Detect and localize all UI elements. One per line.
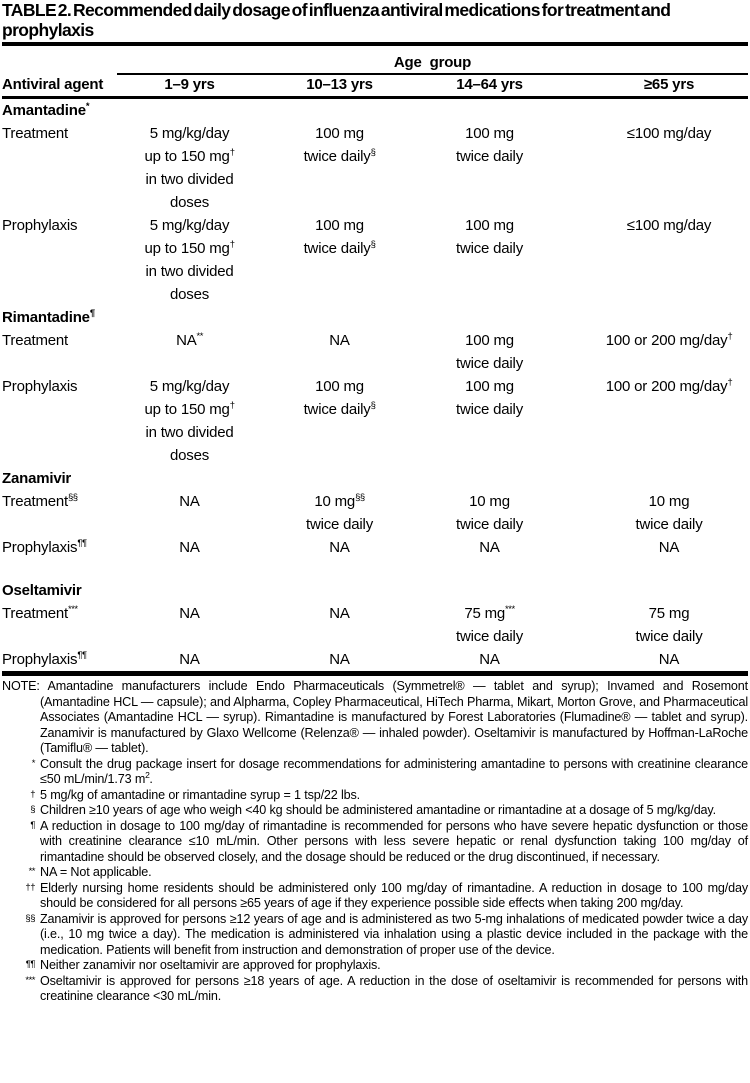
dosage-cell	[117, 329, 262, 375]
dosage-cell	[562, 122, 748, 214]
footnote-text: Zanamivir is approved for persons ≥12 years of age and is administered as two 5-mg inhalations of medicated powder twice a day (i.e., 10 mg twice a day). The medication is administered via inhalation using a plastic device included in the package with the medication. Patients will benefit from instruction and demonstration of proper use of the device.	[40, 911, 748, 957]
dosage-line: twice daily	[635, 516, 703, 533]
footnote-text: Oseltamivir is approved for persons ≥18 years of age. A reduction in the dose of oseltamivir is recommended for persons with creatinine clearance <30 mL/min.	[40, 973, 748, 1003]
footnote-marker: ††	[25, 881, 35, 893]
dosage-line: 5 mg/kg/day	[149, 125, 230, 142]
dosage-table	[2, 46, 748, 671]
dosage-line: in two divided	[145, 424, 234, 441]
row-label: Prophylaxis¶¶	[2, 650, 87, 668]
drug-name: Amantadine*	[2, 101, 90, 119]
dosage-line: NA	[329, 539, 350, 556]
dosage-line: twice daily	[306, 516, 373, 533]
dosage-line: doses	[169, 194, 210, 211]
dosage-cell	[562, 602, 748, 648]
row-label: Prophylaxis¶¶	[2, 538, 87, 556]
dosage-cell	[262, 214, 417, 306]
dosage-line: 5 mg/kg/day	[149, 378, 230, 395]
drug-section-row	[2, 306, 748, 329]
dosage-line: twice daily	[456, 355, 523, 372]
dosage-line: 10 mg	[469, 493, 510, 510]
row-label: Treatment	[2, 125, 69, 142]
dosage-line: NA	[179, 605, 200, 622]
footnote	[2, 757, 748, 788]
dosage-cell	[562, 329, 748, 375]
dosage-row	[2, 536, 748, 559]
drug-section-row	[2, 98, 748, 123]
dosage-cell	[562, 536, 748, 559]
column-header-10-13-yrs: 10–13 yrs	[262, 74, 417, 98]
header-corner-cell	[2, 46, 117, 74]
dosage-row	[2, 490, 748, 536]
dosage-cell	[117, 536, 262, 559]
dosage-cell	[417, 648, 562, 671]
dosage-cell	[262, 536, 417, 559]
dosage-cell	[417, 490, 562, 536]
dosage-line: NA	[329, 651, 350, 668]
dosage-line: twice daily§	[303, 147, 376, 165]
footnote	[2, 881, 748, 912]
dosage-cell	[262, 329, 417, 375]
drug-name: Oseltamivir	[2, 582, 82, 599]
dosage-line: NA	[329, 605, 350, 622]
row-label: Prophylaxis	[2, 217, 78, 234]
dosage-line: NA	[179, 651, 200, 668]
footnote	[2, 803, 748, 819]
dosage-line: 100 mg	[465, 332, 514, 349]
dosage-line: NA	[179, 493, 200, 510]
dosage-line: twice daily	[456, 516, 523, 533]
dosage-line: NA	[479, 539, 500, 556]
row-label: Treatment***	[2, 604, 78, 622]
dosage-cell	[562, 648, 748, 671]
dosage-line: doses	[169, 447, 210, 464]
dosage-line: 75 mg***	[464, 604, 515, 622]
column-header-antiviral-agent: Antiviral agent	[2, 74, 117, 98]
dosage-cell	[117, 602, 262, 648]
dosage-cell	[117, 648, 262, 671]
dosage-cell	[562, 214, 748, 306]
dosage-line: twice daily	[456, 401, 523, 418]
dosage-row	[2, 602, 748, 648]
footnote-marker: ¶¶	[25, 959, 35, 970]
table-bottom-rule	[2, 671, 748, 676]
dosage-row	[2, 648, 748, 671]
footnote-text: NA = Not applicable.	[40, 865, 152, 879]
dosage-line: NA	[658, 539, 680, 556]
footnote	[2, 788, 748, 804]
footnote-marker: **	[28, 866, 35, 877]
dosage-line: up to 150 mg†	[144, 147, 235, 165]
drug-section-row	[2, 467, 748, 490]
dosage-cell	[562, 490, 748, 536]
dosage-line: in two divided	[145, 263, 234, 280]
notes-section	[2, 679, 748, 1005]
dosage-line: 100 mg	[465, 217, 514, 234]
dosage-line: 10 mg§§	[314, 492, 365, 510]
footnote-marker: ***	[25, 974, 35, 986]
dosage-table-body	[2, 98, 748, 672]
dosage-line: twice daily	[635, 628, 703, 645]
footnote-marker: †	[30, 788, 35, 800]
drug-name: Rimantadine¶	[2, 308, 95, 326]
dosage-line: twice daily	[456, 148, 523, 165]
row-label: Prophylaxis	[2, 378, 78, 395]
footnote	[2, 865, 748, 881]
dosage-line: twice daily§	[303, 239, 376, 257]
dosage-line: NA	[179, 539, 200, 556]
footnote-marker: ¶	[30, 819, 35, 831]
column-header-1-9-yrs: 1–9 yrs	[117, 74, 262, 98]
drug-name: Zanamivir	[2, 470, 72, 487]
dosage-line: twice daily§	[303, 400, 376, 418]
dosage-cell	[417, 122, 562, 214]
dosage-line: ≤100 mg/day	[626, 125, 712, 142]
dosage-line: 100 mg	[315, 125, 364, 142]
dosage-cell	[417, 602, 562, 648]
drug-section-row	[2, 579, 748, 602]
dosage-line: 100 or 200 mg/day†	[605, 377, 733, 395]
dosage-cell	[117, 375, 262, 467]
dosage-line: twice daily	[456, 240, 523, 257]
dosage-line: in two divided	[145, 171, 234, 188]
dosage-line: NA	[658, 651, 680, 668]
dosage-line: 75 mg	[648, 605, 690, 622]
dosage-line: up to 150 mg†	[144, 400, 235, 418]
dosage-line: ≤100 mg/day	[626, 217, 712, 234]
dosage-row	[2, 375, 748, 467]
dosage-line: 100 mg	[465, 378, 514, 395]
dosage-row	[2, 329, 748, 375]
dosage-cell	[262, 648, 417, 671]
footnote	[2, 912, 748, 959]
column-header-row	[2, 74, 748, 98]
footnote	[2, 819, 748, 866]
age-group-row	[2, 46, 748, 74]
footnote-text: Children ≥10 years of age who weigh <40 kg should be administered amantadine or rimantadine at a dosage of 5 mg/kg/day.	[40, 803, 716, 817]
footnote	[2, 974, 748, 1005]
table-title: TABLE 2. Recommended daily dosage of influenza antiviral medications for treatment and prophylaxis	[2, 0, 671, 40]
footnote-marker: *	[31, 757, 35, 769]
section-spacer-cell	[2, 559, 748, 579]
dosage-line: 100 mg	[315, 378, 364, 395]
dosage-line: doses	[169, 286, 210, 303]
footnote-text: Neither zanamivir nor oseltamivir are approved for prophylaxis.	[40, 958, 381, 972]
dosage-line: NA	[329, 332, 350, 349]
dosage-line: NA**	[176, 331, 203, 349]
row-label: Treatment	[2, 332, 69, 349]
dosage-line: 100 or 200 mg/day†	[605, 331, 733, 349]
dosage-cell	[117, 214, 262, 306]
section-spacer	[2, 559, 748, 579]
dosage-cell	[417, 329, 562, 375]
footnote-text: A reduction in dosage to 100 mg/day of rimantadine is recommended for persons who have severe hepatic dysfunction or those with creatinine clearance ≤10 mL/min. Other persons with less severe hepatic or renal dysfunction taking 100 mg/day of rimantadine should be observed closely, and the dosage should be reduced or the drug discontinued, if necessary.	[40, 818, 748, 864]
dosage-line: up to 150 mg†	[144, 239, 235, 257]
footnote-text: Elderly nursing home residents should be administered only 100 mg/day of rimantadine. A reduction in dosage to 100 mg/day should be considered for all persons ≥65 years of age if they experience possible side effects when taking 200 mg/day.	[40, 880, 748, 910]
footnote	[2, 958, 748, 974]
dosage-cell	[262, 122, 417, 214]
dosage-cell	[417, 536, 562, 559]
dosage-row	[2, 214, 748, 306]
dosage-cell	[262, 375, 417, 467]
age-group-header: Age group	[117, 46, 748, 74]
column-header-65plus-yrs: ≥65 yrs	[562, 74, 748, 98]
footnote-marker: §§	[25, 912, 35, 924]
footnote-text: 5 mg/kg of amantadine or rimantadine syrup = 1 tsp/22 lbs.	[40, 787, 360, 802]
row-label: Treatment§§	[2, 492, 78, 510]
column-header-14-64-yrs: 14–64 yrs	[417, 74, 562, 98]
dosage-cell	[262, 602, 417, 648]
dosage-line: 5 mg/kg/day	[149, 217, 230, 234]
note-paragraph: NOTE: Amantadine manufacturers include Endo Pharmaceuticals (Symmetrel® — tablet and syrup); Invamed and Rosemont (Amantadine HCL — capsule); and Alpharma, Copley Pharmaceutical, HiTech Pharma, Mikart, Morton Grove, and Pharmaceutical Associates (Amantadine HCL — syrup). Rimantadine is manufactured by Forest Laboratories (Flumadine® — tablet and syrup). Zanamivir is manufactured by Glaxo Wellcome (Relenza® — inhaled powder). Oseltamivir is manufactured by Hoffman-LaRoche (Tamiflu® — tablet).	[2, 679, 748, 755]
dosage-cell	[262, 490, 417, 536]
dosage-cell	[417, 375, 562, 467]
footnote-marker: §	[30, 804, 35, 815]
dosage-row	[2, 122, 748, 214]
footnote-text: Consult the drug package insert for dosage recommendations for administering amantadine to persons with creatinine clearance ≤50 mL/min/1.73 $m^2$.	[40, 756, 748, 786]
dosage-line: 10 mg	[648, 493, 690, 510]
dosage-line: twice daily	[456, 628, 523, 645]
dosage-cell	[562, 375, 748, 467]
dosage-line: 100 mg	[315, 217, 364, 234]
dosage-cell	[417, 214, 562, 306]
table-header	[2, 46, 748, 98]
dosage-cell	[117, 490, 262, 536]
dosage-line: 100 mg	[465, 125, 514, 142]
dosage-cell	[117, 122, 262, 214]
footnote-list	[2, 757, 748, 1005]
dosage-line: NA	[479, 651, 500, 668]
